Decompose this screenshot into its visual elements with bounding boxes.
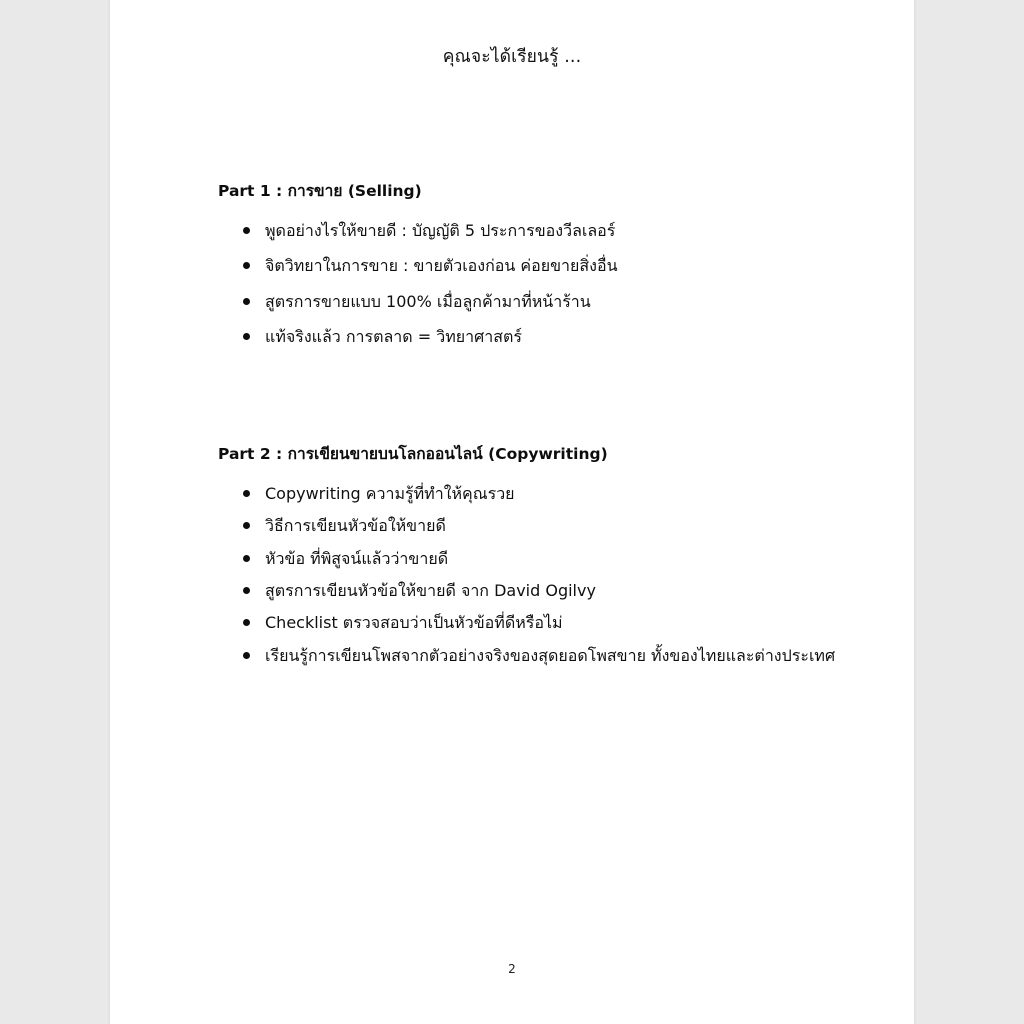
document-page (110, 0, 914, 1024)
bullet-dot-icon (243, 619, 250, 626)
bullet-dot-icon (243, 227, 250, 234)
bullet-dot-icon (243, 298, 250, 305)
section-heading-part-2: Part 2 : การเขียนขายบนโลกออนไลน์ (Copywriting) (218, 445, 608, 463)
list-item-text: หัวข้อ ที่พิสูจน์แล้วว่าขายดี (265, 548, 449, 568)
list-item-text: แท้จริงแล้ว การตลาด = วิทยาศาสตร์ (265, 326, 523, 346)
section-part-2 (110, 441, 914, 676)
bullet-dot-icon (243, 652, 250, 659)
bullet-dot-icon (243, 490, 250, 497)
list-item-text: เรียนรู้การเขียนโพสจากตัวอย่างจริงของสุดยอดโพสขาย ทั้งของไทยและต่างประเทศ (265, 645, 836, 665)
list-item (110, 547, 914, 571)
page-title: คุณจะได้เรียนรู้ ... (442, 47, 582, 67)
list-item (110, 290, 914, 314)
bullet-list-part-2 (110, 482, 914, 668)
list-item-text: จิตวิทยาในการขาย : ขายตัวเองก่อน ค่อยขายสิ่งอื่น (265, 256, 618, 276)
list-item (110, 514, 914, 538)
page-number: 2 (508, 962, 516, 976)
bullet-dot-icon (243, 262, 250, 269)
list-item (110, 611, 914, 635)
list-item-text: Copywriting ความรู้ที่ทำให้คุณรวย (265, 484, 515, 503)
bullet-list-part-1 (110, 219, 914, 349)
bullet-dot-icon (243, 522, 250, 529)
list-item (110, 219, 914, 243)
bullet-dot-icon (243, 333, 250, 340)
section-part-1 (110, 178, 914, 360)
list-item-text: สูตรการเขียนหัวข้อให้ขายดี จาก David Ogilvy (265, 580, 596, 600)
list-item (110, 482, 914, 506)
bullet-dot-icon (243, 587, 250, 594)
list-item-text: วิธีการเขียนหัวข้อให้ขายดี (265, 516, 446, 536)
list-item (110, 644, 914, 668)
section-heading-part-1: Part 1 : การขาย (Selling) (218, 182, 422, 200)
list-item-text: พูดอย่างไรให้ขายดี : บัญญัติ 5 ประการของวีลเลอร์ (265, 221, 616, 240)
list-item (110, 325, 914, 349)
list-item-text: สูตรการขายแบบ 100% เมื่อลูกค้ามาที่หน้าร้าน (265, 291, 591, 311)
list-item-text: Checklist ตรวจสอบว่าเป็นหัวข้อที่ดีหรือไม่ (265, 613, 563, 633)
list-item (110, 579, 914, 603)
bullet-dot-icon (243, 555, 250, 562)
list-item (110, 254, 914, 278)
